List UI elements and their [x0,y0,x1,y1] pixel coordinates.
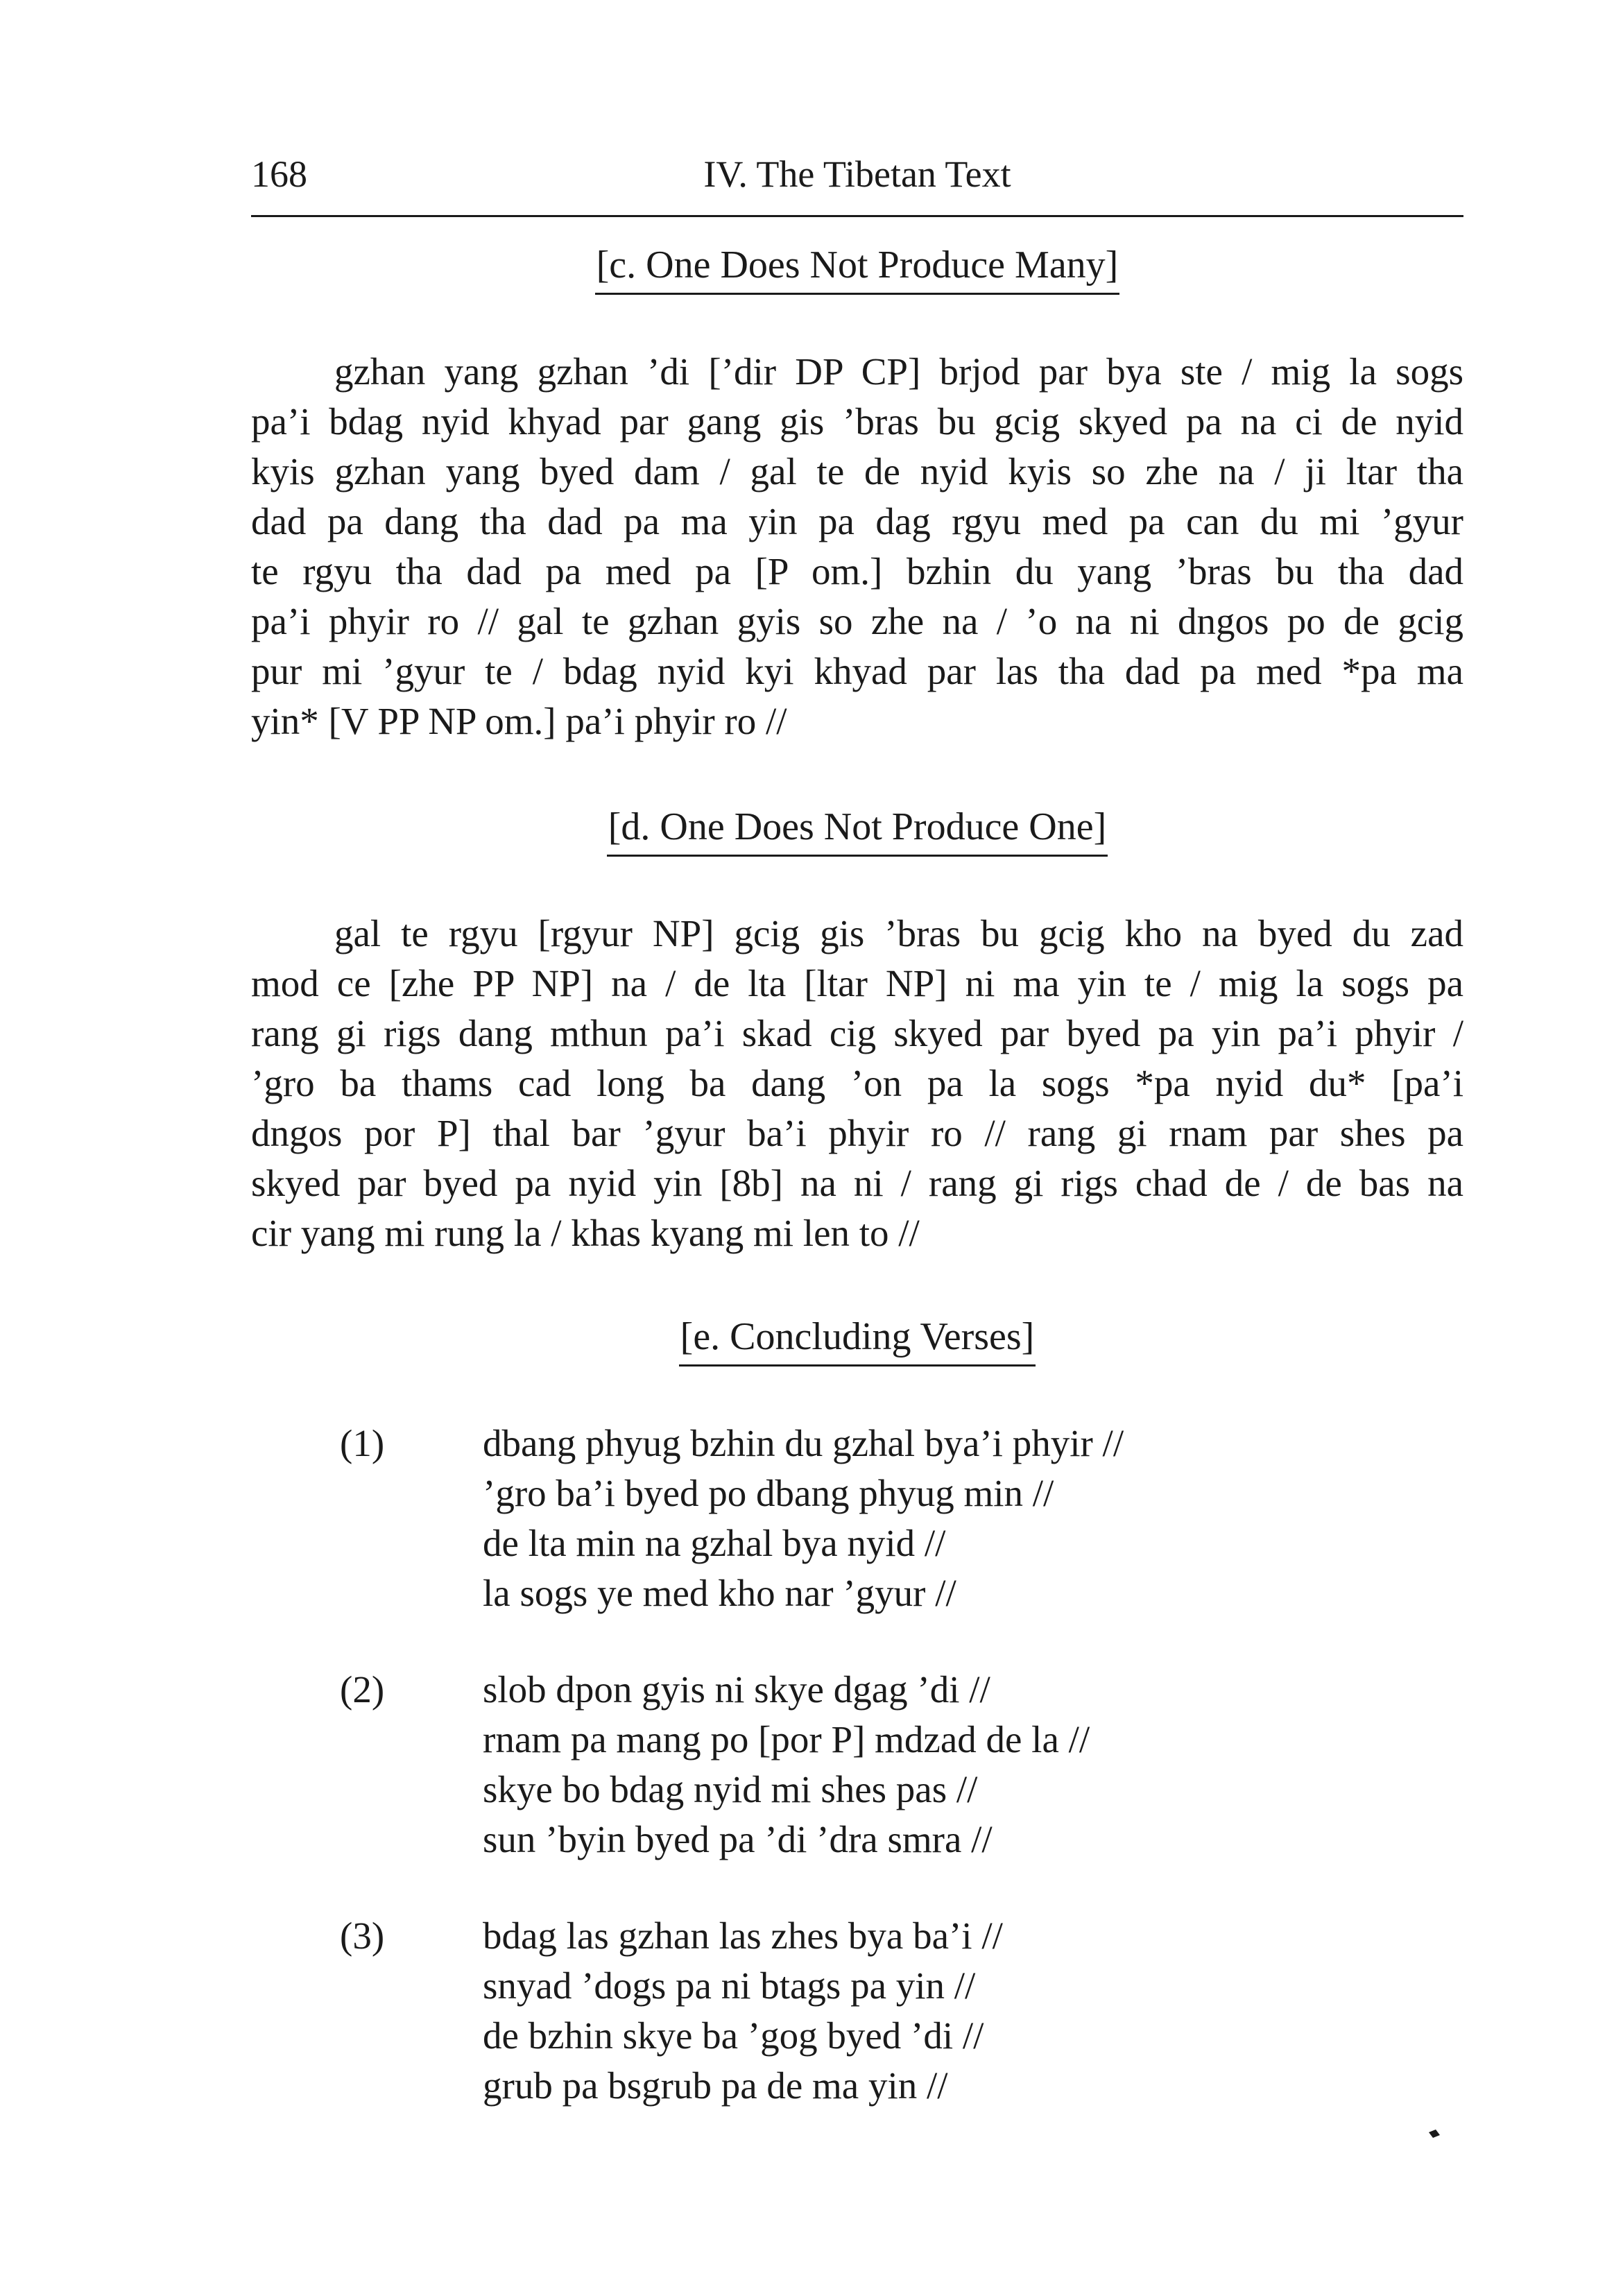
verse-line: snyad ’dogs pa ni btags pa yin // [483,1964,976,2007]
text-line: skyed par byed pa nyid yin [8b] na ni / rang gi rigs chad de / de bas na [251,1162,1463,1204]
verse-line: grub pa bsgrub pa de ma yin // [483,2064,948,2107]
page-number: 168 [251,153,307,195]
end-ornament-icon [1427,2127,1441,2141]
text-line: pa’i bdag nyid khyad par gang gis ’bras bu gcig skyed pa na ci de nyid [251,400,1463,443]
text-line: ’gro ba thams cad long ba dang ’on pa la sogs *pa nyid du* [pa’i [251,1062,1463,1104]
text-line: dad pa dang tha dad pa ma yin pa dag rgyu med pa can du mi ’gyur [251,500,1463,542]
text-line: cir yang mi rung la / khas kyang mi len to // [251,1212,920,1254]
text-line: rang gi rigs dang mthun pa’i skad cig skyed par byed pa yin pa’i phyir / [251,1012,1463,1054]
verse-number: (3) [340,1914,385,1957]
section-title-d-text: [d. One Does Not Produce One] [607,805,1108,857]
verse-line: skye bo bdag nyid mi shes pas // [483,1768,978,1810]
text-line: kyis gzhan yang byed dam / gal te de nyid kyis so zhe na / ji ltar tha [251,450,1463,492]
verse-lines [483,1911,1003,2111]
text-line: yin* [V PP NP om.] pa’i phyir ro // [251,700,787,742]
verse-line: bdag las gzhan las zhes bya ba’i // [483,1914,1003,1957]
verse-line: de lta min na gzhal bya nyid // [483,1522,946,1564]
verse-line: dbang phyug bzhin du gzhal bya’i phyir // [483,1422,1124,1464]
text-line: pur mi ’gyur te / bdag nyid kyi khyad par las tha dad pa med *pa ma [251,650,1463,692]
running-head: IV. The Tibetan Text [703,153,1011,195]
verse-line: la sogs ye med kho nar ’gyur // [483,1572,956,1614]
text-line: mod ce [zhe PP NP] na / de lta [ltar NP] ni ma yin te / mig la sogs pa [251,962,1463,1004]
verse-number: (1) [340,1422,385,1464]
section-title-e-text: [e. Concluding Verses] [679,1314,1036,1367]
text-line: gzhan yang gzhan ’di [’dir DP CP] brjod par bya ste / mig la sogs [334,350,1463,393]
text-line: dngos por P] thal bar ’gyur ba’i phyir ro // rang gi rnam par shes pa [251,1112,1463,1154]
section-title-d [251,805,1463,857]
verse-lines [483,1419,1124,1618]
verse-number: (2) [340,1668,385,1711]
text-line: pa’i phyir ro // gal te gzhan gyis so zhe na / ’o na ni dngos po de gcig [251,600,1463,642]
paragraph-c [251,347,1463,746]
text-line: te rgyu tha dad pa med pa [P om.] bzhin du yang ’bras bu tha dad [251,550,1463,592]
verse-line: sun ’byin byed pa ’di ’dra smra // [483,1818,993,1860]
verse-lines [483,1665,1090,1865]
section-title-c-text: [c. One Does Not Produce Many] [595,243,1120,295]
section-title-c [251,243,1463,295]
verse-line: slob dpon gyis ni skye dgag ’di // [483,1668,990,1711]
page-header [251,151,1463,217]
verse-line: de bzhin skye ba ’gog byed ’di // [483,2014,984,2057]
verse-line: ’gro ba’i byed po dbang phyug min // [483,1472,1054,1514]
text-line: gal te rgyu [rgyur NP] gcig gis ’bras bu gcig kho na byed du zad [334,912,1463,954]
paragraph-d [251,909,1463,1258]
section-title-e [251,1314,1463,1367]
verse-line: rnam pa mang po [por P] mdzad de la // [483,1718,1090,1760]
